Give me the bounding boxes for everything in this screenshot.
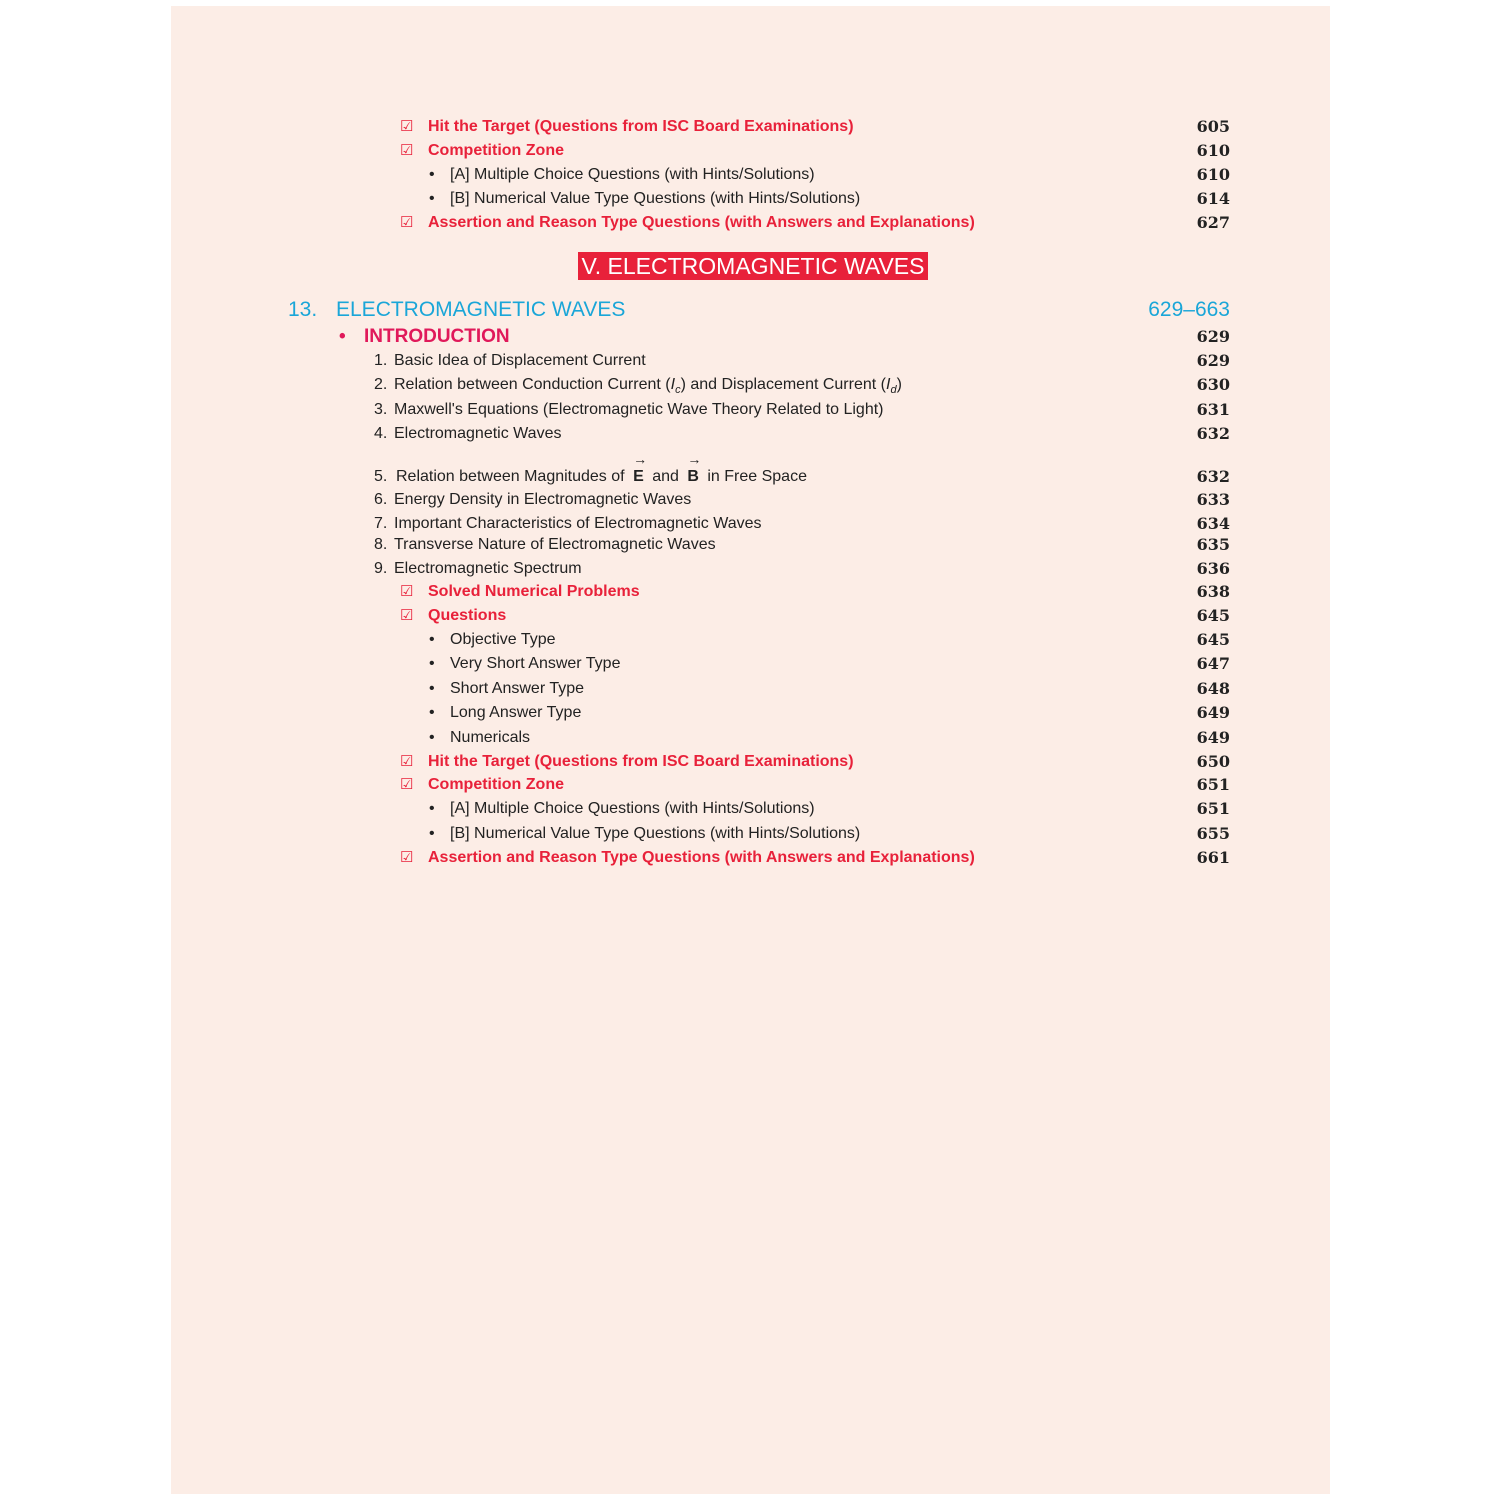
page-number: 610 [1196, 141, 1230, 160]
toc-entry-short[interactable]: • Short Answer Type 648 [171, 677, 1330, 701]
bullet-icon: • [429, 166, 435, 183]
bullet-icon: • [429, 729, 435, 746]
page-number: 627 [1196, 213, 1230, 232]
page-number: 645 [1196, 606, 1230, 625]
page-number: 655 [1196, 824, 1230, 843]
checkbox-icon: ☑ [400, 583, 414, 600]
page-number: 633 [1196, 490, 1230, 509]
toc-entry-very-short[interactable]: • Very Short Answer Type 647 [171, 652, 1330, 676]
bullet-icon: • [429, 655, 435, 672]
toc-entry-introduction[interactable]: • INTRODUCTION 629 [339, 326, 1230, 347]
chapter-pages: 629–663 [1148, 298, 1230, 321]
toc-entry-section-4[interactable]: 4. Electromagnetic Waves 632 [171, 422, 1330, 446]
chapter-number: 13. [288, 298, 318, 321]
toc-entry-assertion-top[interactable]: ☑ Assertion and Reason Type Questions (with Answers and Explanations) 627 [171, 211, 1330, 235]
page-number: 661 [1196, 848, 1230, 867]
checkbox-icon: ☑ [400, 776, 414, 793]
checkbox-icon: ☑ [400, 142, 414, 159]
page-number: 648 [1196, 679, 1230, 698]
toc-entry-competition-zone[interactable]: ☑ Competition Zone 651 [171, 773, 1330, 797]
toc-entry-questions[interactable]: ☑ Questions 645 [171, 604, 1330, 628]
toc-entry-hit-target[interactable]: ☑ Hit the Target (Questions from ISC Board Examinations) 650 [171, 750, 1330, 774]
bullet-icon: • [429, 190, 435, 207]
page-number: 647 [1196, 654, 1230, 673]
vector-b: → B [687, 465, 699, 489]
chapter-heading[interactable] [171, 296, 1330, 324]
checkbox-icon: ☑ [400, 214, 414, 231]
bullet-icon: • [429, 704, 435, 721]
pink-bullet-icon: • [339, 326, 346, 347]
bullet-icon: • [429, 680, 435, 697]
page-number: 651 [1196, 775, 1230, 794]
checkbox-icon: ☑ [400, 753, 414, 770]
page-number: 629 [1196, 327, 1230, 346]
unit-banner: V. ELECTROMAGNETIC WAVES [578, 252, 928, 280]
page-number: 638 [1196, 582, 1230, 601]
checkbox-icon: ☑ [400, 118, 414, 135]
toc-entry-objective[interactable]: • Objective Type 645 [171, 628, 1330, 652]
page-number: 635 [1196, 535, 1230, 554]
toc-entry-mcq[interactable]: • [A] Multiple Choice Questions (with Hints/Solutions) 651 [171, 797, 1330, 821]
bullet-icon: • [429, 825, 435, 842]
page-number: 650 [1196, 752, 1230, 771]
page-number: 632 [1196, 467, 1230, 486]
toc-entry-mcq-top[interactable]: • [A] Multiple Choice Questions (with Hints/Solutions) 610 [171, 163, 1330, 187]
toc-entry-assertion[interactable]: ☑ Assertion and Reason Type Questions (with Answers and Explanations) 661 [171, 846, 1330, 870]
toc-entry-numericals[interactable]: • Numericals 649 [171, 726, 1330, 750]
page-number: 649 [1196, 728, 1230, 747]
toc-entry-competition-zone-top[interactable]: ☑ Competition Zone 610 [171, 139, 1330, 163]
toc-entry-solved-problems[interactable]: ☑ Solved Numerical Problems 638 [171, 580, 1330, 604]
page-number: 629 [1196, 351, 1230, 370]
vector-arrow-icon: → [633, 451, 648, 467]
toc-entry-section-7[interactable]: 7. Important Characteristics of Electromagnetic Waves 634 [171, 512, 1330, 536]
page-number: 605 [1196, 117, 1230, 136]
toc-entry-numerical[interactable]: • [B] Numerical Value Type Questions (with Hints/Solutions) 655 [171, 822, 1330, 846]
page-number: 614 [1196, 189, 1230, 208]
toc-entry-section-1[interactable]: 1. Basic Idea of Displacement Current 629 [171, 349, 1330, 373]
page-number: 645 [1196, 630, 1230, 649]
page-number: 632 [1196, 424, 1230, 443]
toc-entry-section-3[interactable]: 3. Maxwell's Equations (Electromagnetic Wave Theory Related to Light) 631 [171, 398, 1330, 422]
toc-entry-numerical-top[interactable]: • [B] Numerical Value Type Questions (with Hints/Solutions) 614 [171, 187, 1330, 211]
chapter-title: ELECTROMAGNETIC WAVES [336, 298, 626, 321]
page-number: 636 [1196, 559, 1230, 578]
page-number: 634 [1196, 514, 1230, 533]
toc-entry-long[interactable]: • Long Answer Type 649 [171, 701, 1330, 725]
toc-entry-hit-target-top[interactable]: ☑ Hit the Target (Questions from ISC Board Examinations) 605 [171, 115, 1330, 139]
checkbox-icon: ☑ [400, 849, 414, 866]
bullet-icon: • [429, 631, 435, 648]
vector-arrow-icon: → [687, 451, 702, 467]
page-number: 630 [1196, 375, 1230, 394]
toc-entry-section-5[interactable]: 5. Relation between Magnitudes of → E and → B in Free Space 632 [171, 465, 1330, 489]
bullet-icon: • [429, 800, 435, 817]
toc-page [171, 6, 1330, 1494]
checkbox-icon: ☑ [400, 607, 414, 624]
toc-entry-section-9[interactable]: 9. Electromagnetic Spectrum 636 [171, 557, 1330, 581]
page-number: 631 [1196, 400, 1230, 419]
toc-entry-section-8[interactable]: 8. Transverse Nature of Electromagnetic Waves 635 [171, 533, 1330, 557]
toc-entry-section-2[interactable]: 2. Relation between Conduction Current $(I_c)$ and Displacement Current $(I_d)$ 630 [374, 375, 1230, 396]
page-number: 610 [1196, 165, 1230, 184]
toc-entry-section-6[interactable]: 6. Energy Density in Electromagnetic Waves 633 [171, 488, 1330, 512]
page-number: 649 [1196, 703, 1230, 722]
vector-e: → E [633, 465, 644, 489]
page-number: 651 [1196, 799, 1230, 818]
